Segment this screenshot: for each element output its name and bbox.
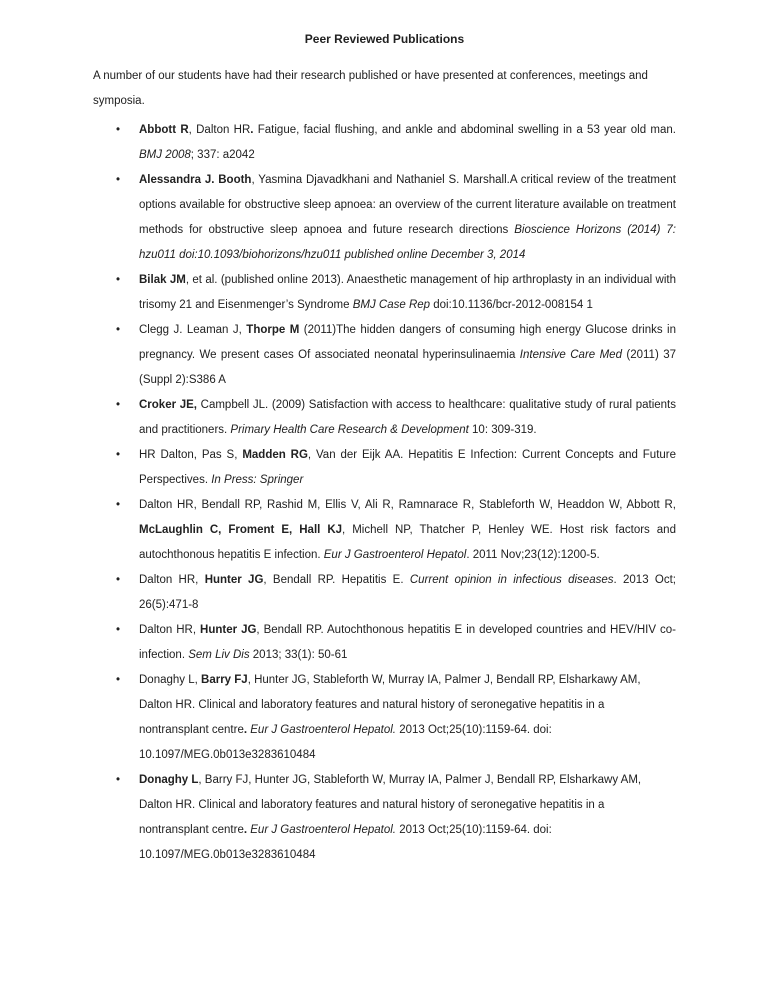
- bullet-icon: •: [116, 124, 121, 136]
- bullet-icon: •: [116, 174, 121, 186]
- citation-text-run: , Michell NP, Thatcher P, Henley WE. Host risk factors and autochthonous hepatitis E infection.: [139, 524, 676, 561]
- citation-text-run: Abbott R: [139, 124, 189, 136]
- citation-text-run: (2011) 37 (Suppl 2):S386 A: [139, 349, 676, 386]
- citation-text-run: Dalton HR, Bendall RP, Rashid M, Ellis V, Ali R, Ramnarace R, Stableforth W, Headdon W, Abbott R,: [139, 499, 676, 511]
- citation-text-run: 2013; 33(1): 50-61: [249, 649, 348, 661]
- citation-text-run: . 2013 Oct; 26(5):471-8: [139, 574, 676, 611]
- citation-text-run: . 2011 Nov;23(12):1200-5.: [466, 549, 600, 561]
- citation-text-run: Hunter JG: [204, 574, 264, 586]
- list-item: [116, 493, 676, 568]
- citation-text-run: In Press: Springer: [211, 474, 304, 486]
- bullet-icon: •: [116, 774, 121, 786]
- citation-text-run: Bioscience Horizons (2014) 7: hzu011 doi:10.1093/biohorizons/hzu011 published online December 3, 2014: [139, 224, 676, 261]
- citation-text-run: Clegg J. Leaman J,: [139, 324, 247, 336]
- list-item: [116, 768, 676, 868]
- publications-list: [93, 118, 676, 868]
- bullet-icon: •: [116, 624, 121, 636]
- citation-text-run: Bilak JM: [139, 274, 186, 286]
- list-item: [116, 443, 677, 493]
- citation-text-run: McLaughlin C, Froment E, Hall KJ: [139, 524, 343, 536]
- citation-text-run: Eur J Gastroenterol Hepatol.: [250, 724, 397, 736]
- citation-text-run: Hunter JG: [200, 624, 257, 636]
- citation-text-run: Sem Liv Dis: [188, 649, 250, 661]
- bullet-icon: •: [116, 274, 121, 286]
- citation-text-run: 10: 309-319.: [468, 424, 537, 436]
- citation-text-run: .: [243, 824, 248, 836]
- citation-text-run: Current opinion in infectious diseases: [409, 574, 614, 586]
- list-item: [116, 668, 676, 768]
- citation-text-run: 2013 Oct;25(10):1159-64. doi: 10.1097/MEG.0b013e3283610484: [139, 824, 552, 861]
- citation-text-run: .: [243, 724, 248, 736]
- citation-text-run: 2013 Oct;25(10):1159-64. doi: 10.1097/MEG.0b013e3283610484: [139, 724, 552, 761]
- citation-text-run: Dalton HR,: [139, 624, 201, 636]
- citation-text-run: , et al. (published online 2013). Anaesthetic management of hip arthroplasty in an individual with trisomy 21 and Eisenmenger’s Syndrome: [139, 274, 676, 311]
- citation-text-run: ; 337: a2042: [190, 149, 255, 161]
- citation-text-run: Primary Health Care Research & Development: [230, 424, 469, 436]
- list-item: [116, 168, 676, 268]
- citation-text-run: Intensive Care Med: [519, 349, 622, 361]
- citation-text-run: Campbell JL. (2009) Satisfaction with access to healthcare: qualitative study of rural patients and practitioners.: [139, 399, 676, 436]
- citation-text-run: HR Dalton, Pas S,: [139, 449, 243, 461]
- citation-text-run: , Bendall RP. Hepatitis E.: [263, 574, 410, 586]
- bullet-icon: •: [116, 674, 121, 686]
- citation-text-run: BMJ 2008: [139, 149, 191, 161]
- citation-text-run: .: [250, 124, 254, 136]
- citation-text-run: doi:10.1136/bcr-2012-008154 1: [430, 299, 593, 311]
- citation-text-run: , Van der Eijk AA. Hepatitis E Infection: Current Concepts and Future Perspectives.: [139, 449, 677, 486]
- citation-text-run: , Dalton HR: [188, 124, 251, 136]
- citation-text-run: Barry FJ: [201, 674, 248, 686]
- citation-text-run: , Yasmina Djavadkhani and Nathaniel S. Marshall.A critical review of the treatment options available for obstructive sleep apnoea: an overview of the current literature available on treatment methods for obstructive sleep apnoea and future research directions: [139, 174, 676, 236]
- page-title: Peer Reviewed Publications: [304, 32, 465, 46]
- bullet-icon: •: [116, 499, 121, 511]
- citation-text-run: Donaghy L,: [139, 674, 202, 686]
- citation-text-run: Croker JE,: [139, 399, 197, 411]
- bullet-icon: •: [116, 574, 121, 586]
- list-item: [116, 318, 676, 393]
- list-item: [116, 568, 676, 618]
- list-item: [116, 618, 677, 668]
- list-item: [116, 393, 676, 443]
- citation-text-run: Alessandra J. Booth: [139, 174, 252, 186]
- citation-text-run: Dalton HR,: [139, 574, 205, 586]
- citation-text-run: Fatigue, facial flushing, and ankle and abdominal swelling in a 53 year old man.: [253, 124, 676, 136]
- citation-text-run: (2011)The hidden dangers of consuming high energy Glucose drinks in pregnancy. We present cases Of associated neonatal hyperinsulinaemia: [139, 324, 676, 361]
- citation-text-run: Eur J Gastroenterol Hepatol: [323, 549, 467, 561]
- citation-text-run: Thorpe M: [246, 324, 300, 336]
- citation-text-run: , Hunter JG, Stableforth W, Murray IA, Palmer J, Bendall RP, Elsharkawy AM, Dalton HR. Clinical and laboratory features and natural history of seronegative hepatitis in a nontransplant centre: [139, 674, 641, 736]
- intro-paragraph: A number of our students have had their research published or have presented at conferences, meetings and symposia.: [93, 70, 648, 107]
- citation-text-run: Eur J Gastroenterol Hepatol.: [250, 824, 397, 836]
- list-item: [116, 268, 676, 318]
- bullet-icon: •: [116, 449, 121, 461]
- citation-text-run: BMJ Case Rep: [352, 299, 431, 311]
- citation-text-run: Madden RG: [242, 449, 308, 461]
- list-item: [116, 118, 676, 168]
- citation-text-run: , Barry FJ, Hunter JG, Stableforth W, Murray IA, Palmer J, Bendall RP, Elsharkawy AM, Dalton HR. Clinical and laboratory features and natural history of seronegative hepatitis in a nontransplant centre: [139, 774, 642, 836]
- citation-text-run: , Bendall RP. Autochthonous hepatitis E in developed countries and HEV/HIV co-infection.: [139, 624, 677, 661]
- bullet-icon: •: [116, 399, 121, 411]
- citation-text-run: Donaghy L: [139, 774, 199, 786]
- bullet-icon: •: [116, 324, 121, 336]
